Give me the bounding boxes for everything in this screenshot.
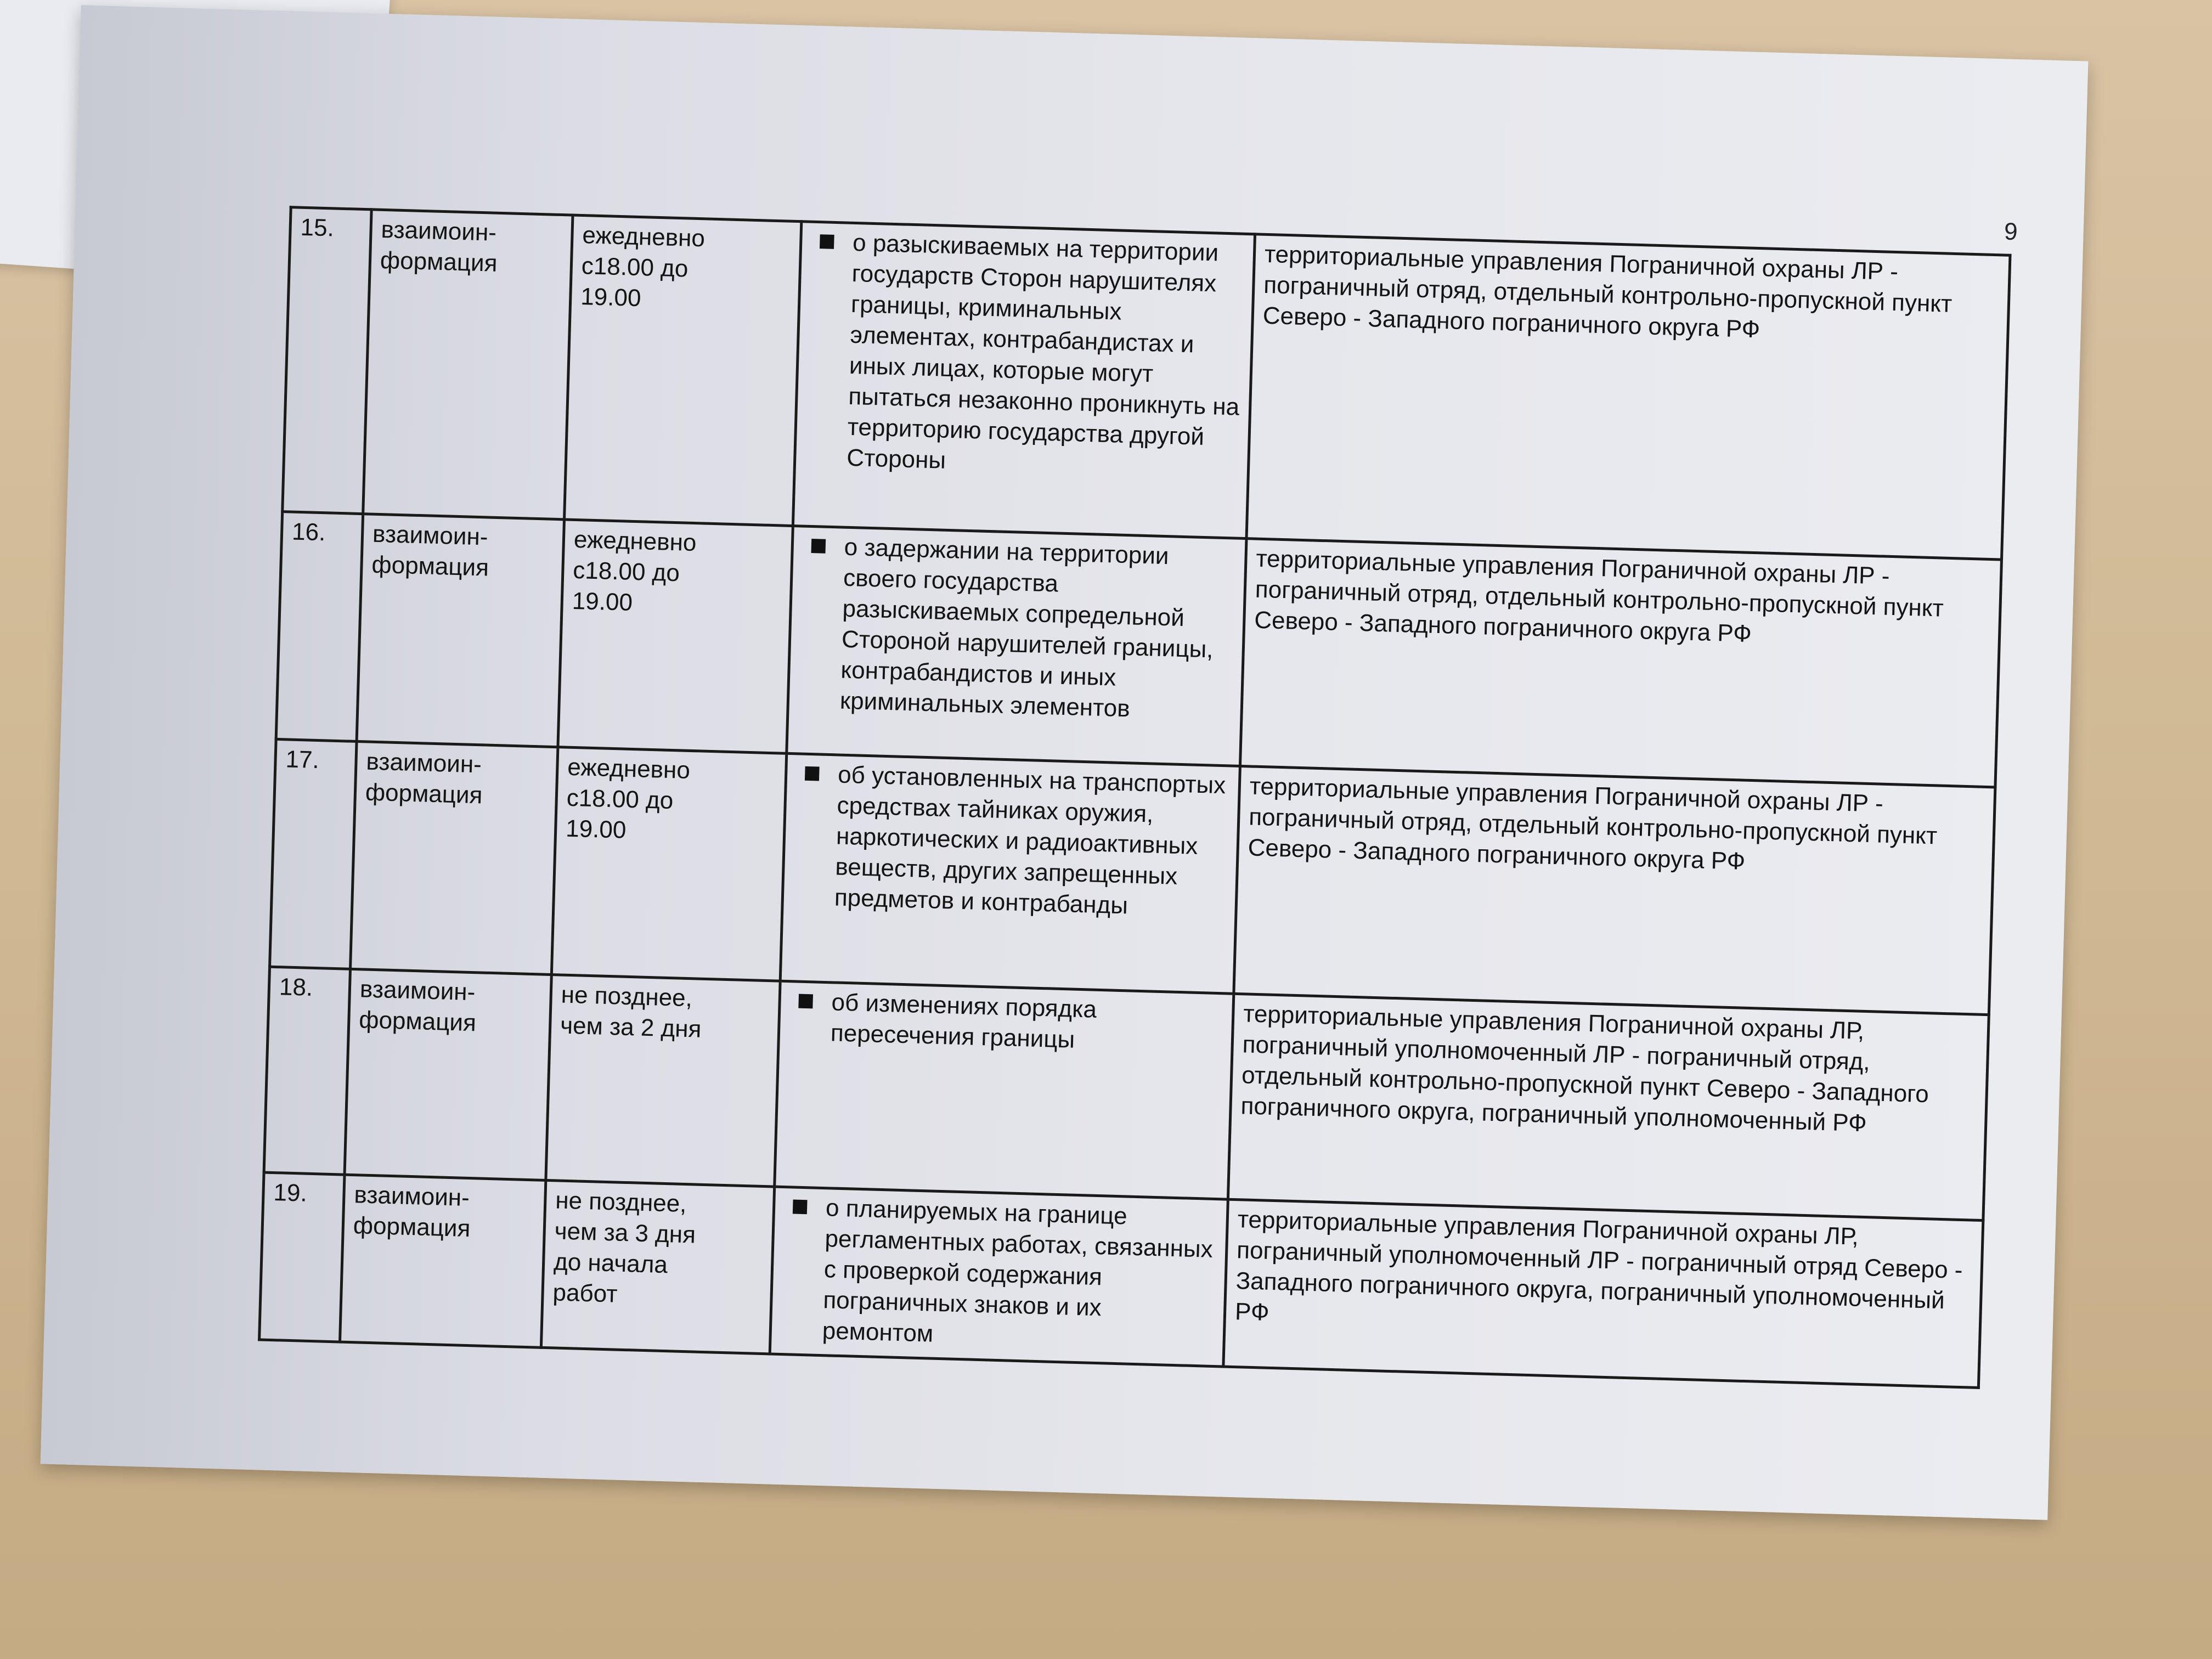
row-subject: о планируемых на границе регламентных работах, связанных с проверкой содержания пограничных знаков и их ремонтом	[822, 1194, 1214, 1347]
row-subject-cell	[775, 981, 1234, 1199]
row-number: 17.	[270, 739, 357, 969]
row-time: ежедневно с18.00 до 19.00	[551, 747, 786, 981]
row-type: взаимоин- формация	[340, 1175, 545, 1347]
square-bullet-icon	[811, 539, 826, 554]
row-subject-cell	[780, 753, 1240, 994]
row-parties: территориальные управления Пограничной охраны ЛР - пограничный отряд, отдельный контрольно-пропускной пункт Северо - Западного пограничного округа РФ	[1240, 539, 2001, 787]
row-parties: территориальные управления Пограничной охраны ЛР - пограничный отряд, отдельный контрольно-пропускной пункт Северо - Западного пограничного округа РФ	[1234, 766, 1995, 1014]
row-type: взаимоин- формация	[363, 210, 573, 520]
row-time: не позднее, чем за 3 дня до начала работ	[541, 1180, 774, 1354]
row-time: ежедневно с18.00 до 19.00	[558, 520, 793, 753]
square-bullet-icon	[798, 994, 813, 1009]
row-subject: о разыскиваемых на территории государств Сторон нарушителях границы, криминальных элементах, контрабандистах и иных лицах, которые могут пытаться незаконно проникнуть на территорию государства другой Стороны	[846, 229, 1240, 474]
table-row	[276, 512, 2001, 787]
row-subject: о задержании на территории своего государства разыскиваемых сопредельной Стороной нарушителей границы, контрабандистов и иных криминальных элементов	[839, 533, 1214, 723]
row-parties: территориальные управления Пограничной охраны ЛР, пограничный уполномоченный ЛР - пограничный отряд Северо - Западного пограничного округа, пограничный уполномоченный РФ	[1223, 1199, 1983, 1387]
row-time: не позднее, чем за 2 дня	[546, 975, 780, 1187]
square-bullet-icon	[820, 234, 834, 249]
document-page	[41, 5, 2089, 1520]
row-time: ежедневно с18.00 до 19.00	[565, 215, 802, 526]
square-bullet-icon	[805, 766, 820, 781]
row-type: взаимоин- формация	[350, 741, 557, 974]
row-subject-cell	[793, 222, 1255, 539]
page-number: 9	[2004, 218, 2018, 246]
row-subject: об установленных на транспортых средствах тайниках оружия, наркотических и радиоактивных веществ, других запрещенных предметов и контрабанды	[834, 761, 1226, 919]
schedule-table	[258, 206, 2012, 1389]
row-subject-cell	[770, 1187, 1228, 1367]
row-number: 15.	[283, 207, 371, 514]
row-parties: территориальные управления Пограничной охраны ЛР - пограничный отряд, отдельный контрольно-пропускной пункт Северо - Западного пограничного округа РФ	[1246, 234, 2010, 560]
row-number: 18.	[264, 967, 350, 1175]
row-parties: территориальные управления Пограничной охраны ЛР, пограничный уполномоченный ЛР - пограничный отряд, отдельный контрольно-пропускной пункт Северо - Западного пограничного округа, пограничный уполномоченный РФ	[1228, 994, 1989, 1220]
table-row	[270, 739, 1995, 1014]
square-bullet-icon	[793, 1200, 808, 1215]
row-type: взаимоин- формация	[357, 514, 564, 747]
table-row	[283, 207, 2010, 560]
row-number: 19.	[259, 1172, 345, 1342]
row-type: взаимоин- формация	[345, 969, 551, 1180]
row-subject-cell	[787, 526, 1246, 766]
row-number: 16.	[276, 512, 363, 742]
row-subject: об изменениях порядка пересечения границы	[830, 989, 1097, 1053]
